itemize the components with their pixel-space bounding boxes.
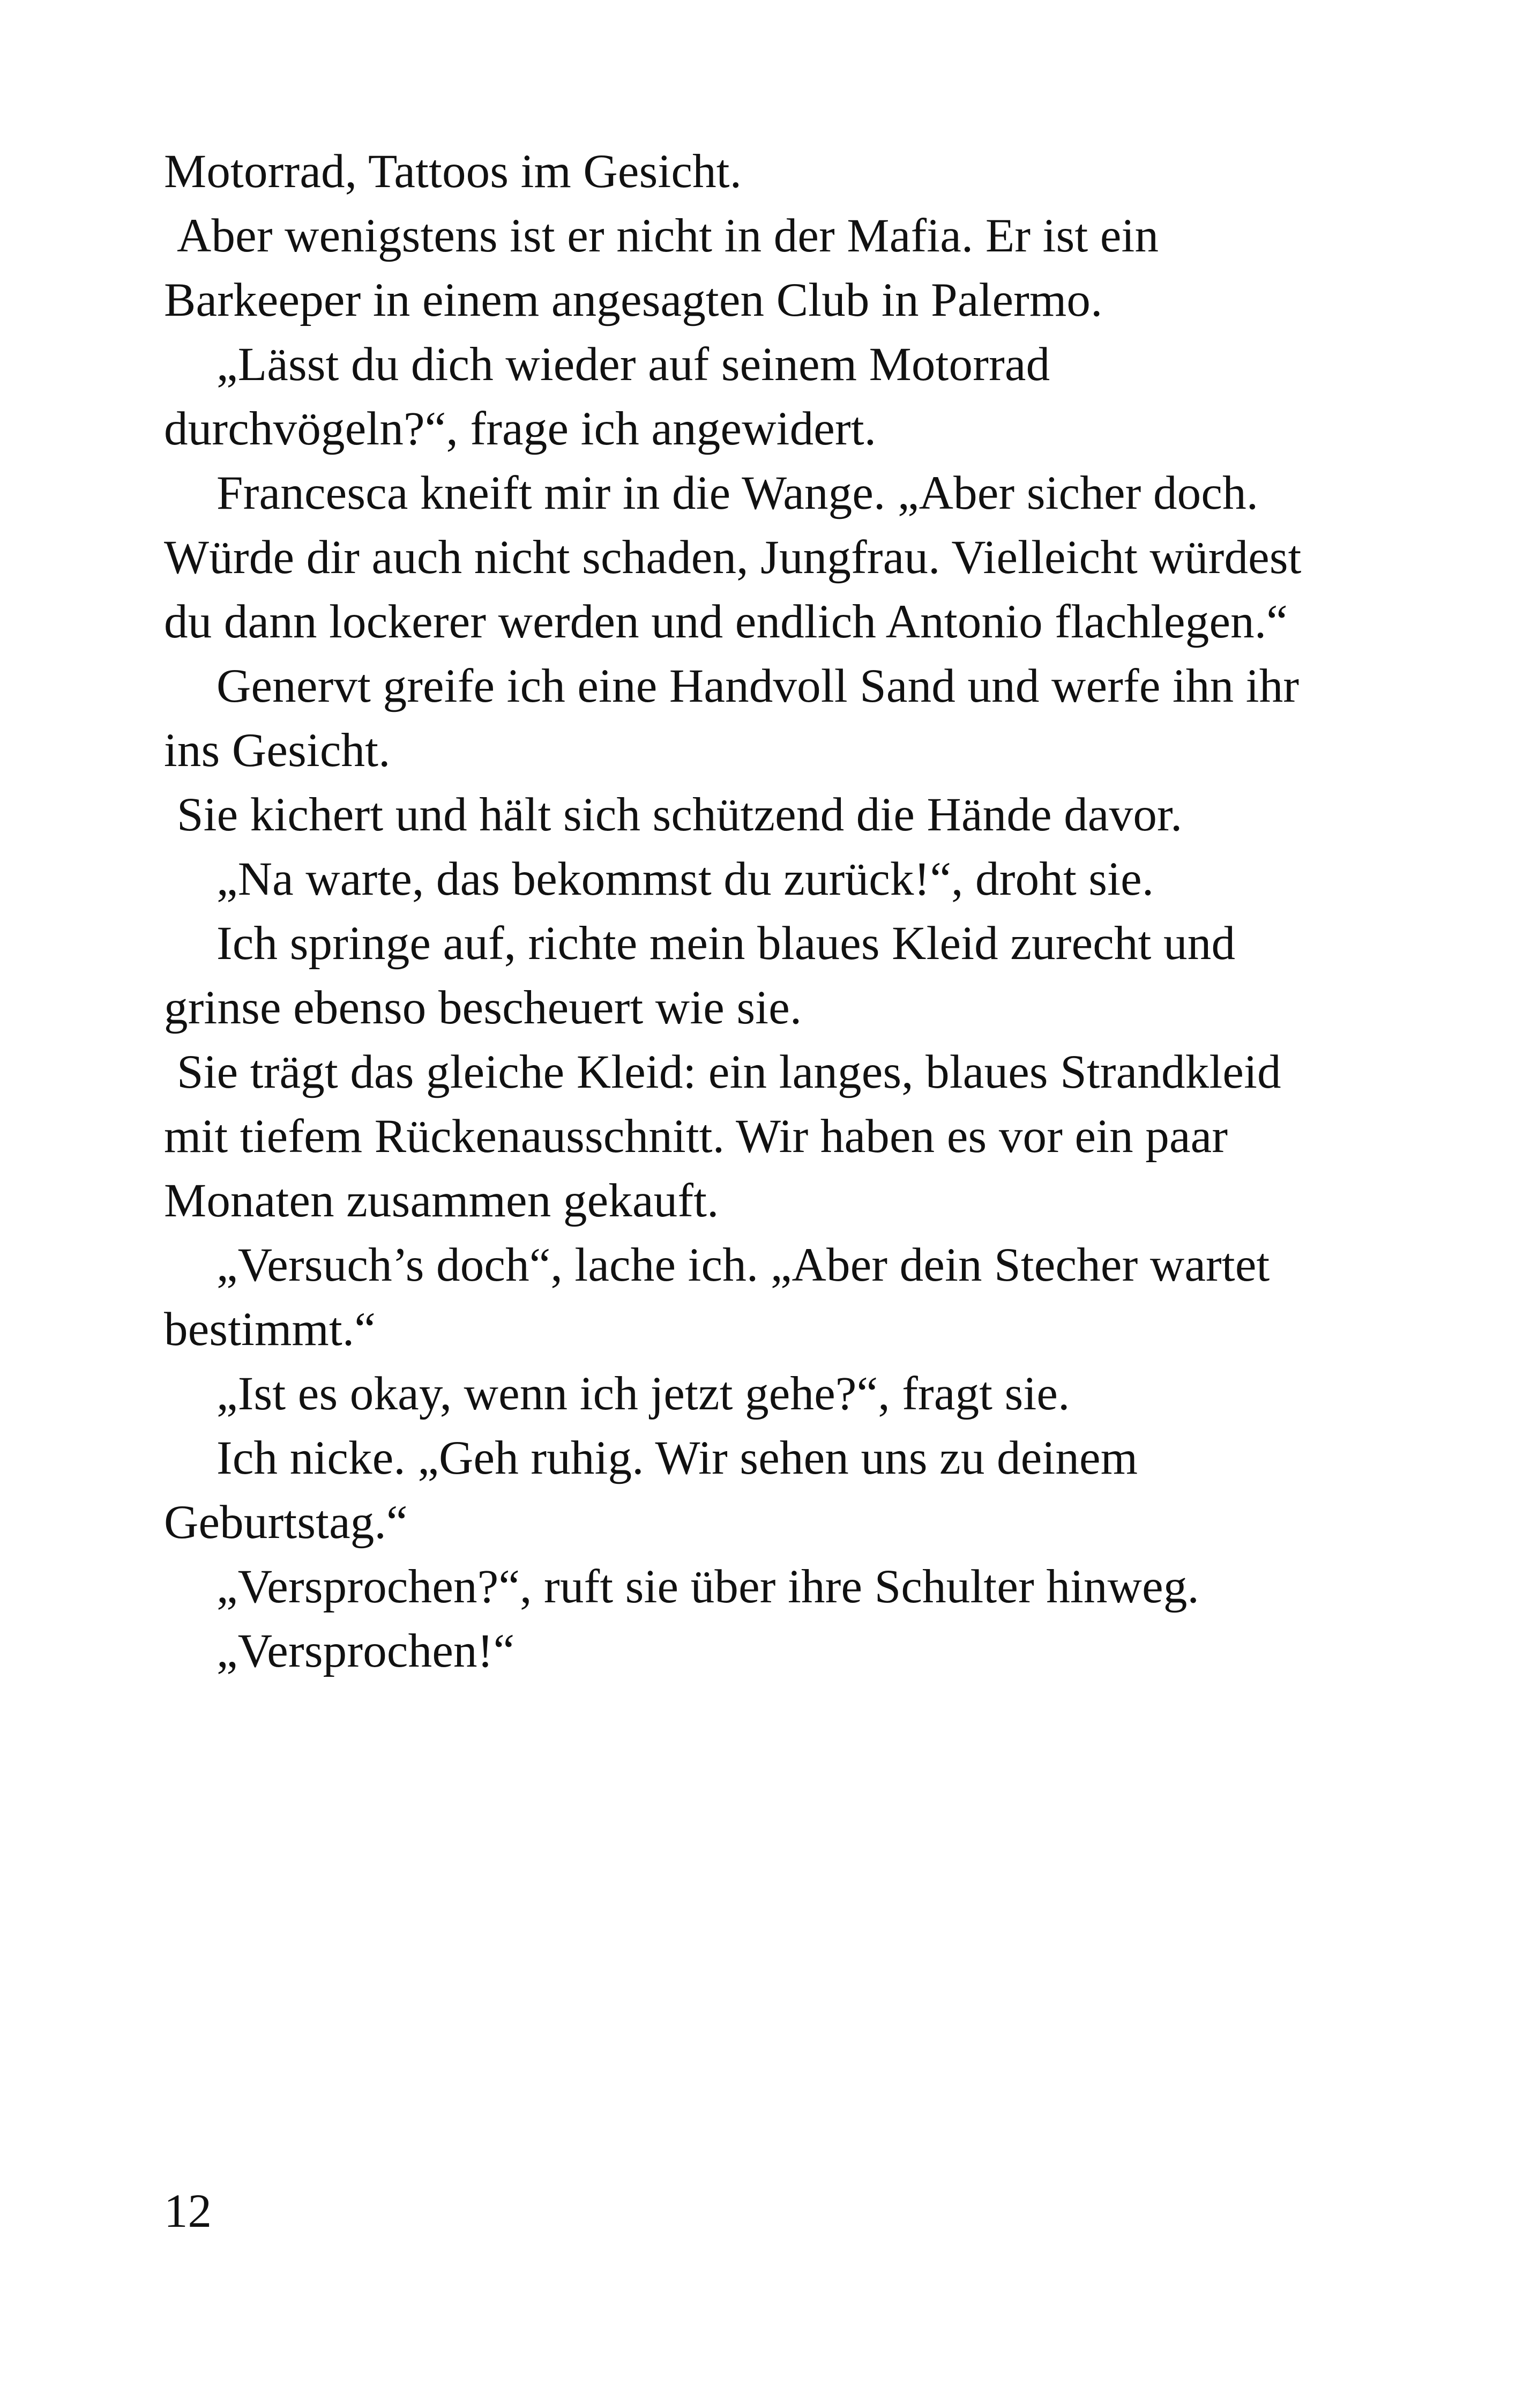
text-line: „Ist es okay, wenn ich jetzt gehe?“, fragt sie.	[216, 1367, 1070, 1420]
text-line: Ich springe auf, richte mein blaues Kleid zurecht und	[216, 917, 1236, 970]
text-line: durchvögeln?“, frage ich angewidert.	[164, 403, 877, 455]
text-line: du dann lockerer werden und endlich Antonio flachlegen.“	[164, 596, 1288, 648]
text-line: Sie kichert und hält sich schützend die Hände davor.	[177, 789, 1183, 841]
text-line: Ich nicke. „Geh ruhig. Wir sehen uns zu deinem	[216, 1432, 1138, 1484]
text-line: Aber wenigstens ist er nicht in der Mafia. Er ist ein	[177, 210, 1159, 262]
text-line: Sie trägt das gleiche Kleid: ein langes, blaues Strandkleid	[177, 1046, 1281, 1098]
text-line: Barkeeper in einem angesagten Club in Palermo.	[164, 274, 1103, 326]
text-line: Monaten zusammen gekauft.	[164, 1175, 719, 1227]
text-line: „Na warte, das bekommst du zurück!“, droht sie.	[216, 853, 1154, 905]
text-line: ins Gesicht.	[164, 724, 391, 777]
text-line: „Versprochen?“, ruft sie über ihre Schulter hinweg.	[216, 1560, 1200, 1613]
text-line: bestimmt.“	[164, 1303, 376, 1356]
text-line: Genervt greife ich eine Handvoll Sand und werfe ihn ihr	[216, 660, 1300, 712]
text-line: grinse ebenso bescheuert wie sie.	[164, 982, 802, 1034]
text-line: „Versprochen!“	[216, 1625, 515, 1677]
body-text	[164, 139, 1343, 1683]
page-number: 12	[164, 2185, 212, 2238]
text-line: Francesca kneift mir in die Wange. „Aber sicher doch.	[216, 467, 1259, 519]
text-line: Würde dir auch nicht schaden, Jungfrau. Vielleicht würdest	[164, 531, 1302, 584]
text-line: Geburtstag.“	[164, 1496, 408, 1549]
text-line: „Lässt du dich wieder auf seinem Motorrad	[216, 338, 1050, 391]
text-line: Motorrad, Tattoos im Gesicht.	[164, 145, 742, 198]
text-line: mit tiefem Rückenausschnitt. Wir haben es vor ein paar	[164, 1110, 1228, 1163]
text-line: „Versuch’s doch“, lache ich. „Aber dein Stecher wartet	[216, 1239, 1270, 1291]
